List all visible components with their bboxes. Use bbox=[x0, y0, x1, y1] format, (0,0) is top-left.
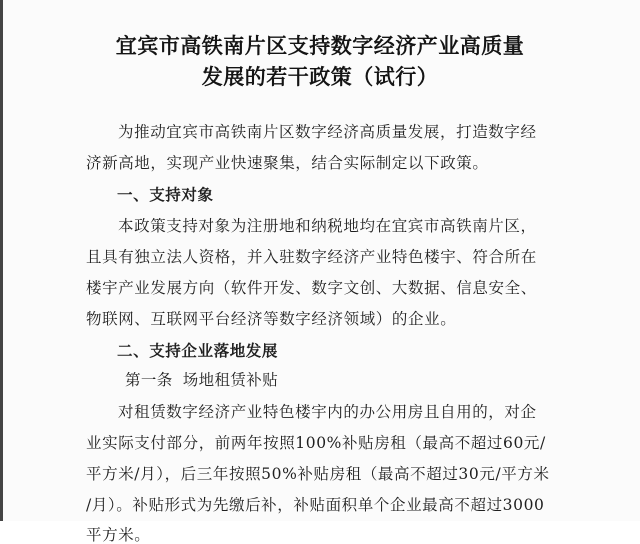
document-title-line-2: 发展的若干政策（试行） bbox=[201, 64, 439, 89]
article-1-line-5: 平方米。 bbox=[86, 526, 151, 544]
section-2-heading: 二、支持企业落地发展 bbox=[117, 341, 279, 360]
section-1-heading: 一、支持对象 bbox=[117, 185, 214, 204]
section-1-line-2: 且具有独立法人资格，并入驻数字经济产业特色楼宇、符合所在 bbox=[86, 248, 537, 266]
article-1-heading bbox=[125, 373, 640, 389]
article-1-line-1: 对租赁数字经济产业特色楼宇内的办公用房且自用的，对企 bbox=[118, 403, 537, 421]
document-title-line-1: 宜宾市高铁南片区支持数字经济产业高质量 bbox=[115, 33, 525, 58]
article-1-line-4: /月）。补贴形式为先缴后补，补贴面积单个企业最高不超过3000 bbox=[86, 496, 545, 514]
section-1-line-4: 物联网、互联网平台经济等数字经济领域）的企业。 bbox=[86, 310, 457, 328]
article-1-label: 第一条 bbox=[125, 371, 173, 389]
article-1-line-2: 业实际支付部分，前两年按照100%补贴房租（最高不超过60元/ bbox=[86, 434, 546, 452]
article-1-line-3: 平方米/月），后三年按照50%补贴房租（最高不超过30元/平方米 bbox=[86, 465, 550, 483]
intro-line-1: 为推动宜宾市高铁南片区数字经济高质量发展，打造数字经 bbox=[118, 123, 537, 141]
article-1-title: 场地租赁补贴 bbox=[182, 371, 279, 389]
intro-line-2: 济新高地，实现产业快速聚集，结合实际制定以下政策。 bbox=[86, 154, 489, 172]
section-1-line-3: 楼宇产业发展方向（软件开发、数字文创、大数据、信息安全、 bbox=[86, 279, 537, 297]
section-1-line-1: 本政策支持对象为注册地和纳税地均在宜宾市高铁南片区， bbox=[118, 217, 537, 235]
